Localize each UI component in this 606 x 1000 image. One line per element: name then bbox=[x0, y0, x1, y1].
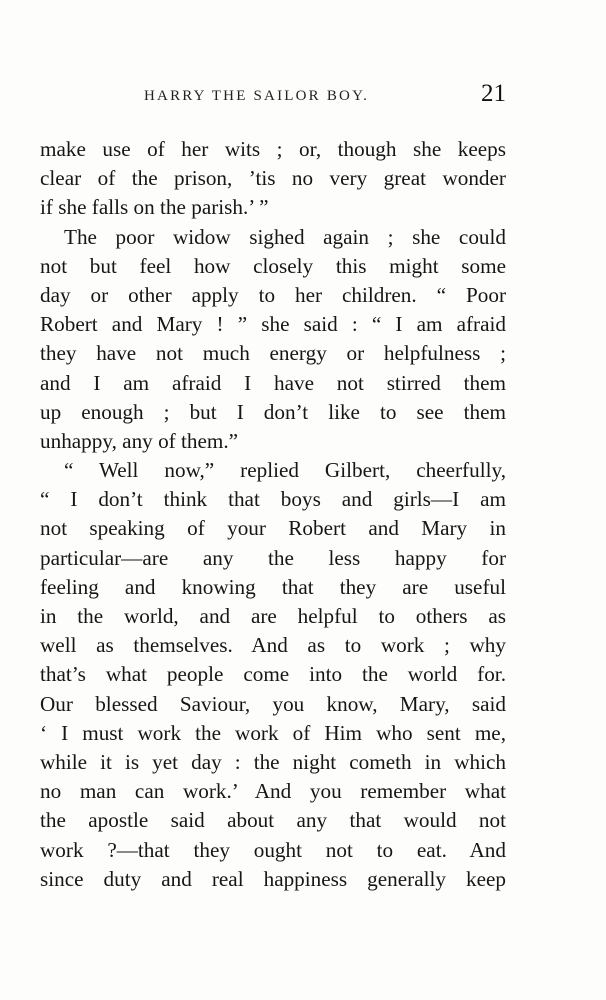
text-line: make use of her wits ; or, though she keeps bbox=[40, 137, 506, 161]
text-line: feeling and knowing that they are useful bbox=[40, 574, 506, 599]
text-line: Robert and Mary ! ” she said : “ I am afraid bbox=[40, 312, 506, 337]
text-line: unhappy, any of them.” bbox=[40, 428, 239, 453]
text-line: The poor widow sighed again ; she could bbox=[64, 224, 506, 249]
text-line: “ I don’t think that boys and girls—I am bbox=[40, 487, 506, 512]
text-line: ‘ I must work the work of Him who sent me, bbox=[40, 720, 506, 745]
running-head bbox=[40, 80, 506, 110]
text-line: clear of the prison, ’tis no very great wonder bbox=[40, 166, 506, 191]
running-title: HARRY THE SAILOR BOY. bbox=[144, 88, 370, 104]
text-line: not but feel how closely this might some bbox=[40, 253, 506, 278]
text-line: the apostle said about any that would not bbox=[40, 808, 506, 833]
text-line: no man can work.’ And you remember what bbox=[40, 779, 506, 804]
text-line: particular—are any the less happy for bbox=[40, 545, 506, 570]
text-line: they have not much energy or helpfulness ; bbox=[40, 341, 506, 366]
text-line: well as themselves. And as to work ; why bbox=[40, 633, 506, 658]
text-line: “ Well now,” replied Gilbert, cheerfully, bbox=[64, 458, 506, 483]
text-line: in the world, and are helpful to others as bbox=[40, 604, 506, 628]
text-line: day or other apply to her children. “ Poor bbox=[40, 282, 506, 307]
text-line: since duty and real happiness generally keep bbox=[40, 866, 506, 891]
body-text bbox=[40, 135, 506, 894]
text-line: Our blessed Saviour, you know, Mary, said bbox=[40, 691, 506, 716]
text-line: work ?—that they ought not to eat. And bbox=[40, 837, 506, 862]
page-number: 21 bbox=[481, 80, 506, 107]
text-line: that’s what people come into the world for. bbox=[40, 662, 506, 687]
text-line: if she falls on the parish.’ ” bbox=[40, 195, 269, 220]
text-line: up enough ; but I don’t like to see them bbox=[40, 399, 506, 424]
text-line: not speaking of your Robert and Mary in bbox=[40, 516, 506, 541]
text-line: while it is yet day : the night cometh in which bbox=[40, 749, 506, 774]
text-line: and I am afraid I have not stirred them bbox=[40, 370, 506, 395]
